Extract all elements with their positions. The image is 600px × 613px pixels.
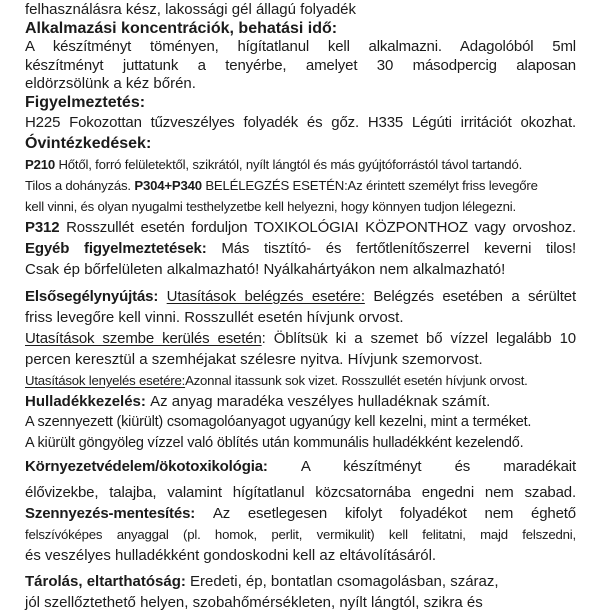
text-line [25, 112, 576, 133]
text-segment: Azonnal itassunk sok vizet. Rosszullét esetén hívjunk orvost. [185, 373, 528, 388]
text-segment: percen keresztül a szemhéjakat szélesre nyitva. Hívjunk szemorvost. [25, 351, 483, 368]
text-segment-underlined: Utasítások szembe kerülés esetén [25, 330, 262, 347]
text-line [25, 217, 576, 238]
text-segment: A kiürült göngyöleg vízzel való öblítés után kommunális hulladékként kezelendő. [25, 435, 524, 451]
text-segment: Belégzés esetében a sérültet [364, 288, 576, 305]
text-segment: H225 Fokozottan tűzveszélyes folyadék és gőz. H335 Légúti irritációt okozhat. [25, 114, 576, 131]
text-segment-bold: Szennyezés-mentesítés: [25, 505, 213, 522]
text-segment: jól szellőztethető helyen, szobahőmérsékleten, nyílt lángtól, szikra és [25, 594, 483, 611]
text-segment: A szennyezett (kiürült) csomagolóanyagot ugyanúgy kell kezelni, mint a terméket. [25, 414, 532, 430]
text-segment: A készítményt és maradékait [300, 458, 576, 475]
text-segment: Tilos a dohányzás. [25, 178, 135, 193]
text-segment: készítményt juttatunk a tenyérbe, amelyet 30 másodpercig alaposan [25, 56, 576, 74]
text-segment-bold: Elsősegélynyújtás: [25, 288, 167, 305]
text-segment: felhasználásra kész, lakossági gél állagú folyadék [25, 1, 357, 18]
text-line [25, 370, 576, 391]
text-segment: és veszélyes hulladékként gondoskodni kell az eltávolításáról. [25, 547, 437, 564]
text-line [25, 349, 576, 370]
text-line [25, 38, 576, 57]
text-line [25, 1, 576, 20]
text-segment-bold: P304+P340 [134, 178, 206, 193]
text-segment: Az esetlegesen kifolyt folyadékot nem éghető [212, 505, 577, 522]
text-segment: Más tisztító- és fertőtlenítőszerrel keverni tilos! [221, 240, 576, 257]
text-segment-bold: Tárolás, eltarthatóság: [25, 573, 191, 590]
text-segment: élővizekbe, talajba, valamint hígítatlanul közcsatornába engedni nem szabad. [25, 484, 576, 501]
text-line [25, 175, 576, 196]
text-segment-bold: Hulladékkezelés: [25, 393, 151, 410]
text-segment-bold: Alkalmazási koncentrációk, behatási idő: [25, 19, 338, 37]
text-line [25, 503, 576, 524]
text-segment-bold: Figyelmeztetés: [25, 93, 146, 111]
text-line [25, 286, 576, 307]
text-segment-underlined: Utasítások belégzés esetére: [166, 288, 365, 305]
text-line [25, 238, 576, 259]
text-segment: Rosszullét esetén forduljon TOXIKOLÓGIAI KÖZPONTHOZ vagy orvoshoz. [66, 219, 577, 236]
text-line [25, 391, 576, 412]
text-line [25, 259, 576, 280]
text-line [25, 196, 576, 217]
text-line [25, 154, 576, 175]
text-line [25, 571, 576, 592]
text-segment: A készítményt töményen, hígítatlanul kell alkalmazni. Adagolóból 5ml [25, 38, 576, 55]
text-line [25, 57, 576, 76]
text-segment-bold: Környezetvédelem/ökotoxikológia: [25, 458, 301, 475]
text-segment-bold: P312 [25, 219, 67, 236]
text-line [25, 433, 576, 454]
text-segment-bold: P210 [25, 157, 59, 172]
text-line [25, 75, 576, 94]
text-line [25, 482, 576, 503]
text-segment: felszívóképes anyaggal (pl. homok, perlit, vermikulit) kell felitatni, majd felszedni, [25, 527, 576, 542]
text-segment: Eredeti, ép, bontatlan csomagolásban, száraz, [190, 573, 499, 590]
text-segment: Csak ép bőrfelületen alkalmazható! Nyálkahártyákon nem alkalmazható! [25, 261, 506, 278]
text-segment-bold: Egyéb figyelmeztetések: [25, 240, 222, 257]
text-segment: kell vinni, és olyan nyugalmi testhelyzetbe kell helyezni, hogy könnyen tudjon lélegezni. [25, 199, 516, 214]
text-segment: BELÉLEGZÉS ESETÉN:Az érintett személyt friss levegőre [205, 178, 538, 193]
text-segment: Az anyag maradéka veszélyes hulladéknak számít. [150, 393, 491, 410]
text-line [25, 328, 576, 349]
text-segment-underlined: Utasítások lenyelés esetére: [25, 373, 186, 388]
text-segment: Hőtől, forró felületektől, szikrától, nyílt lángtól és más gyújtóforrástól távol tartandó. [58, 157, 523, 172]
text-line [25, 524, 576, 545]
text-line [25, 412, 576, 433]
text-line [25, 307, 576, 328]
text-line [25, 545, 576, 566]
text-segment: : Öblítsük ki a szemet bő vízzel legalább 10 [261, 330, 576, 347]
text-line [25, 592, 576, 613]
text-segment: eldörzsölünk a kéz bőrén. [25, 75, 196, 92]
text-line [25, 133, 576, 154]
text-line [25, 20, 576, 39]
text-segment-bold: Óvintézkedések: [25, 135, 152, 152]
text-line [25, 456, 576, 477]
text-line [25, 94, 576, 113]
text-segment: friss levegőre kell vinni. Rosszullét esetén hívjunk orvost. [25, 309, 404, 326]
